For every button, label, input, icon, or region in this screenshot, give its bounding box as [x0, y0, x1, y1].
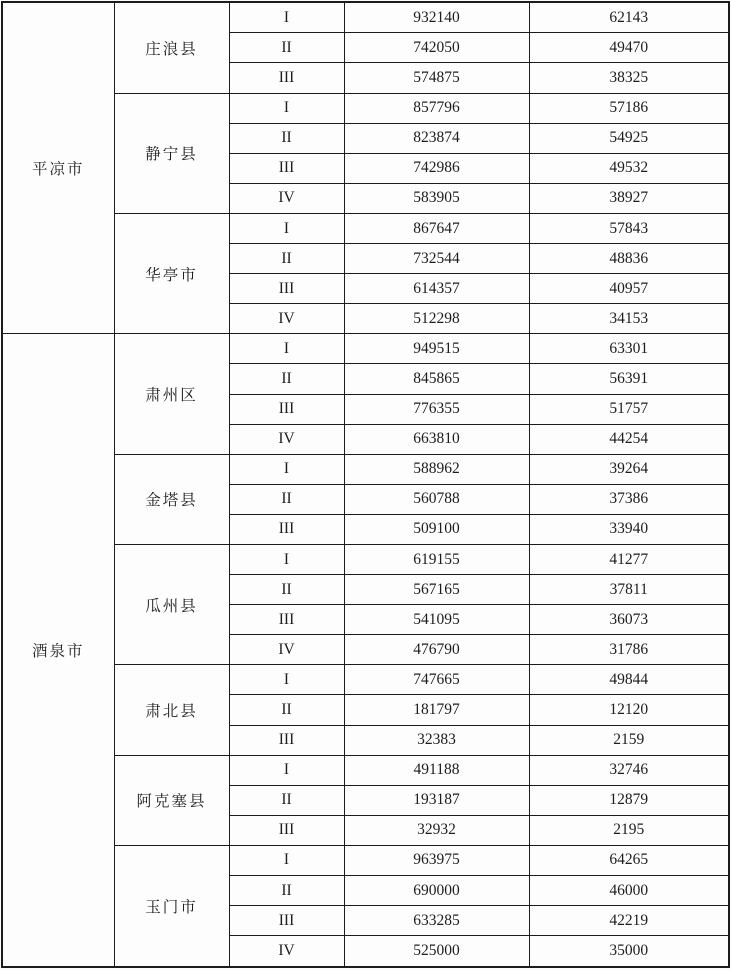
value-cell-2: 37811 [529, 575, 729, 605]
value-cell-2: 31786 [529, 635, 729, 665]
grade-cell: II [229, 876, 344, 906]
value-cell-2: 64265 [529, 845, 729, 875]
value-cell-2: 38927 [529, 183, 729, 213]
grade-cell: III [229, 274, 344, 304]
grade-cell: II [229, 484, 344, 514]
grade-cell: I [229, 665, 344, 695]
value-cell-1: 541095 [344, 605, 529, 635]
grade-cell: III [229, 514, 344, 544]
grade-cell: III [229, 906, 344, 936]
value-cell-1: 823874 [344, 123, 529, 153]
value-cell-2: 33940 [529, 514, 729, 544]
grade-cell: I [229, 2, 344, 33]
value-cell-2: 38325 [529, 63, 729, 93]
value-cell-2: 49532 [529, 153, 729, 183]
grade-cell: I [229, 334, 344, 364]
value-cell-2: 41277 [529, 544, 729, 574]
value-cell-1: 614357 [344, 274, 529, 304]
value-cell-1: 949515 [344, 334, 529, 364]
county-cell: 华亭市 [114, 213, 229, 333]
grade-cell: III [229, 605, 344, 635]
county-cell: 静宁县 [114, 93, 229, 213]
value-cell-2: 46000 [529, 876, 729, 906]
county-cell: 瓜州县 [114, 544, 229, 664]
grade-cell: I [229, 755, 344, 785]
value-cell-1: 32932 [344, 815, 529, 845]
county-cell: 阿克塞县 [114, 755, 229, 845]
value-cell-2: 57186 [529, 93, 729, 123]
value-cell-2: 44254 [529, 424, 729, 454]
county-cell: 肃北县 [114, 665, 229, 755]
value-cell-2: 35000 [529, 936, 729, 967]
grade-cell: III [229, 153, 344, 183]
value-cell-1: 742986 [344, 153, 529, 183]
county-cell: 金塔县 [114, 454, 229, 544]
value-cell-1: 32383 [344, 725, 529, 755]
value-cell-1: 742050 [344, 33, 529, 63]
value-cell-2: 36073 [529, 605, 729, 635]
value-cell-2: 2159 [529, 725, 729, 755]
value-cell-2: 62143 [529, 2, 729, 33]
value-cell-1: 583905 [344, 183, 529, 213]
grade-cell: III [229, 63, 344, 93]
grade-cell: I [229, 454, 344, 484]
city-cell: 平凉市 [2, 2, 114, 334]
value-cell-1: 574875 [344, 63, 529, 93]
value-cell-1: 512298 [344, 304, 529, 334]
city-cell: 酒泉市 [2, 334, 114, 967]
county-cell: 肃州区 [114, 334, 229, 454]
value-cell-2: 57843 [529, 213, 729, 243]
table-row [2, 2, 729, 33]
value-cell-1: 963975 [344, 845, 529, 875]
value-cell-1: 633285 [344, 906, 529, 936]
value-cell-1: 567165 [344, 575, 529, 605]
grade-cell: IV [229, 424, 344, 454]
grade-cell: II [229, 33, 344, 63]
value-cell-2: 48836 [529, 244, 729, 274]
grade-cell: I [229, 845, 344, 875]
value-cell-1: 747665 [344, 665, 529, 695]
value-cell-1: 619155 [344, 544, 529, 574]
grade-cell: III [229, 394, 344, 424]
grade-cell: II [229, 244, 344, 274]
value-cell-2: 12120 [529, 695, 729, 725]
value-cell-1: 690000 [344, 876, 529, 906]
grade-cell: IV [229, 183, 344, 213]
grade-cell: II [229, 695, 344, 725]
value-cell-2: 2195 [529, 815, 729, 845]
value-cell-1: 857796 [344, 93, 529, 123]
value-cell-1: 776355 [344, 394, 529, 424]
value-cell-1: 509100 [344, 514, 529, 544]
grade-cell: III [229, 815, 344, 845]
value-cell-1: 525000 [344, 936, 529, 967]
grade-cell: II [229, 575, 344, 605]
table-row [2, 334, 729, 364]
grade-cell: II [229, 364, 344, 394]
regional-data-table [1, 1, 730, 968]
value-cell-1: 193187 [344, 785, 529, 815]
value-cell-2: 42219 [529, 906, 729, 936]
value-cell-1: 663810 [344, 424, 529, 454]
grade-cell: IV [229, 304, 344, 334]
value-cell-2: 34153 [529, 304, 729, 334]
value-cell-1: 181797 [344, 695, 529, 725]
value-cell-2: 40957 [529, 274, 729, 304]
value-cell-2: 39264 [529, 454, 729, 484]
county-cell: 庄浪县 [114, 2, 229, 93]
value-cell-2: 12879 [529, 785, 729, 815]
grade-cell: II [229, 785, 344, 815]
grade-cell: III [229, 725, 344, 755]
value-cell-1: 932140 [344, 2, 529, 33]
value-cell-1: 476790 [344, 635, 529, 665]
value-cell-1: 491188 [344, 755, 529, 785]
value-cell-1: 845865 [344, 364, 529, 394]
grade-cell: I [229, 544, 344, 574]
grade-cell: II [229, 123, 344, 153]
value-cell-2: 56391 [529, 364, 729, 394]
value-cell-2: 49470 [529, 33, 729, 63]
value-cell-2: 63301 [529, 334, 729, 364]
value-cell-2: 32746 [529, 755, 729, 785]
grade-cell: IV [229, 635, 344, 665]
grade-cell: I [229, 93, 344, 123]
value-cell-2: 54925 [529, 123, 729, 153]
grade-cell: IV [229, 936, 344, 967]
value-cell-1: 867647 [344, 213, 529, 243]
value-cell-2: 51757 [529, 394, 729, 424]
value-cell-2: 37386 [529, 484, 729, 514]
grade-cell: I [229, 213, 344, 243]
table-body [2, 2, 729, 967]
value-cell-1: 588962 [344, 454, 529, 484]
value-cell-2: 49844 [529, 665, 729, 695]
value-cell-1: 560788 [344, 484, 529, 514]
value-cell-1: 732544 [344, 244, 529, 274]
county-cell: 玉门市 [114, 845, 229, 967]
